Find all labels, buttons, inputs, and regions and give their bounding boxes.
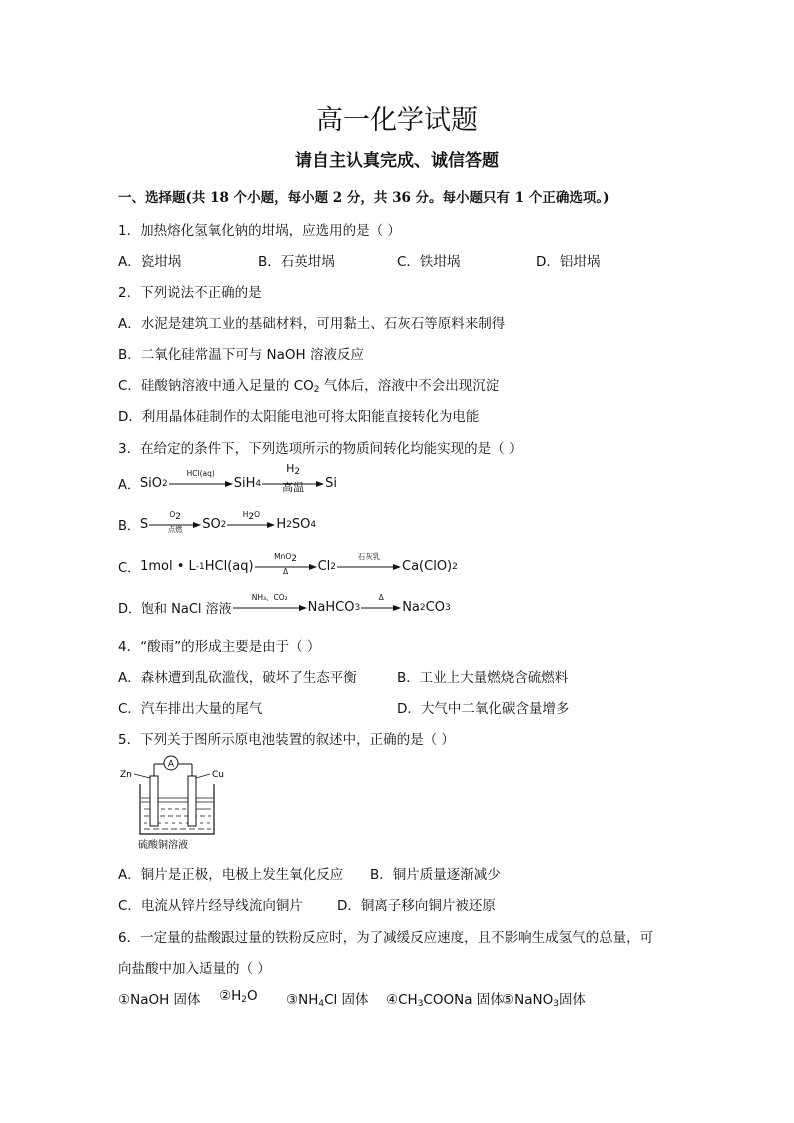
reaction-arrow: HCl(aq)	[169, 480, 233, 488]
figure-caption: 硫酸铜溶液	[138, 840, 188, 851]
q5-stem: 5．下列关于图所示原电池装置的叙述中，正确的是（ ）	[118, 732, 455, 748]
galvanic-cell-figure	[116, 754, 226, 852]
section-heading: 一、选择题(共 18 个小题，每小题 2 分，共 36 分。每小题只有 1 个正确选项。)	[118, 190, 610, 206]
q6-stem-line2: 向盐酸中加入适量的（ ）	[118, 961, 271, 977]
reaction-arrow: MnO$_2$ Δ	[255, 563, 317, 571]
q6-item-1: ①NaOH 固体	[118, 992, 201, 1008]
q6-item-2: $②H_2O$	[219, 988, 258, 1005]
q3-option-a: A． SiO 2 HCl(aq) SiH 4 $H_2$ 高温 Si	[118, 461, 337, 494]
reaction-arrow: $H_2O$	[227, 521, 275, 529]
reaction-arrow: Δ	[361, 604, 401, 612]
reaction-arrow: 石灰乳	[337, 563, 401, 571]
q2-option-d: D．利用晶体硅制作的太阳能电池可将太阳能直接转化为电能	[118, 409, 480, 425]
q6-stem-line1: 6．一定量的盐酸跟过量的铁粉反应时，为了减缓反应速度，且不影响生成氢气的总量，可	[118, 930, 654, 946]
q5-option-b: B．铜片质量逐渐减少	[370, 867, 501, 883]
zn-electrode	[150, 776, 158, 826]
reaction-arrow: $O_2$ 点燃	[149, 521, 201, 529]
q3-option-c: C． 1mol • L -1 HCl(aq) MnO$_2$ Δ Cl 2 石灰乳 Ca(ClO) 2	[118, 551, 458, 576]
reaction-arrow: $H_2$ 高温	[262, 480, 324, 488]
q3-stem: 3．在给定的条件下，下列选项所示的物质间转化均能实现的是（ ）	[118, 441, 523, 457]
q1-option-c: C．铁坩埚	[397, 254, 461, 270]
reaction-arrow: NH₃、CO₂	[233, 604, 307, 612]
q5-option-a: A．铜片是正极，电极上发生氧化反应	[118, 867, 344, 883]
q6-item-3: $③NH_4Cl$ 固体	[286, 992, 369, 1009]
q4-stem: 4．“酸雨”的形成主要是由于（ ）	[118, 639, 321, 655]
q2-option-b: B．二氧化硅常温下可与 NaOH 溶液反应	[118, 347, 364, 363]
q6-item-5: ⑤NaNO$_3$固体	[502, 992, 586, 1009]
q2-option-a: A．水泥是建筑工业的基础材料，可用黏土、石灰石等原料来制得	[118, 316, 506, 332]
page-subtitle: 请自主认真完成、诚信答题	[295, 151, 499, 171]
q1-stem: 1．加热熔化氢氧化钠的坩埚，应选用的是（ ）	[118, 223, 401, 239]
q4-option-d: D．大气中二氧化碳含量增多	[397, 701, 570, 717]
q1-option-b: B．石英坩埚	[258, 254, 335, 270]
zn-label: Zn	[120, 770, 132, 780]
q1-option-d: D．铝坩埚	[536, 254, 601, 270]
q4-option-a: A．森林遭到乱砍滥伐，破坏了生态平衡	[118, 670, 357, 686]
q5-option-c: C．电流从锌片经导线流向铜片	[118, 898, 303, 914]
q5-option-d: D．铜离子移向铜片被还原	[337, 898, 496, 914]
cu-label: Cu	[212, 770, 224, 780]
svg-text:A: A	[167, 759, 175, 770]
q2-option-c: C．硅酸钠溶液中通入足量的 $CO_2$ 气体后，溶液中不会出现沉淀	[118, 378, 500, 395]
q6-item-4: $④CH_3COONa$ 固体	[386, 992, 504, 1009]
page-title: 高一化学试题	[316, 105, 478, 136]
q1-option-a: A．瓷坩埚	[118, 254, 182, 270]
q3-option-d: D． 饱和 NaCl 溶液 NH₃、CO₂ NaHCO 3 Δ Na 2 CO 3	[118, 592, 451, 617]
q2-stem: 2．下列说法不正确的是	[118, 285, 262, 301]
cu-electrode	[188, 776, 196, 826]
q4-option-b: B．工业上大量燃烧含硫燃料	[397, 670, 569, 686]
q3-option-b: B． S $O_2$ 点燃 SO 2 $H_2O$ H 2 SO 4	[118, 509, 317, 534]
q4-option-c: C．汽车排出大量的尾气	[118, 701, 263, 717]
